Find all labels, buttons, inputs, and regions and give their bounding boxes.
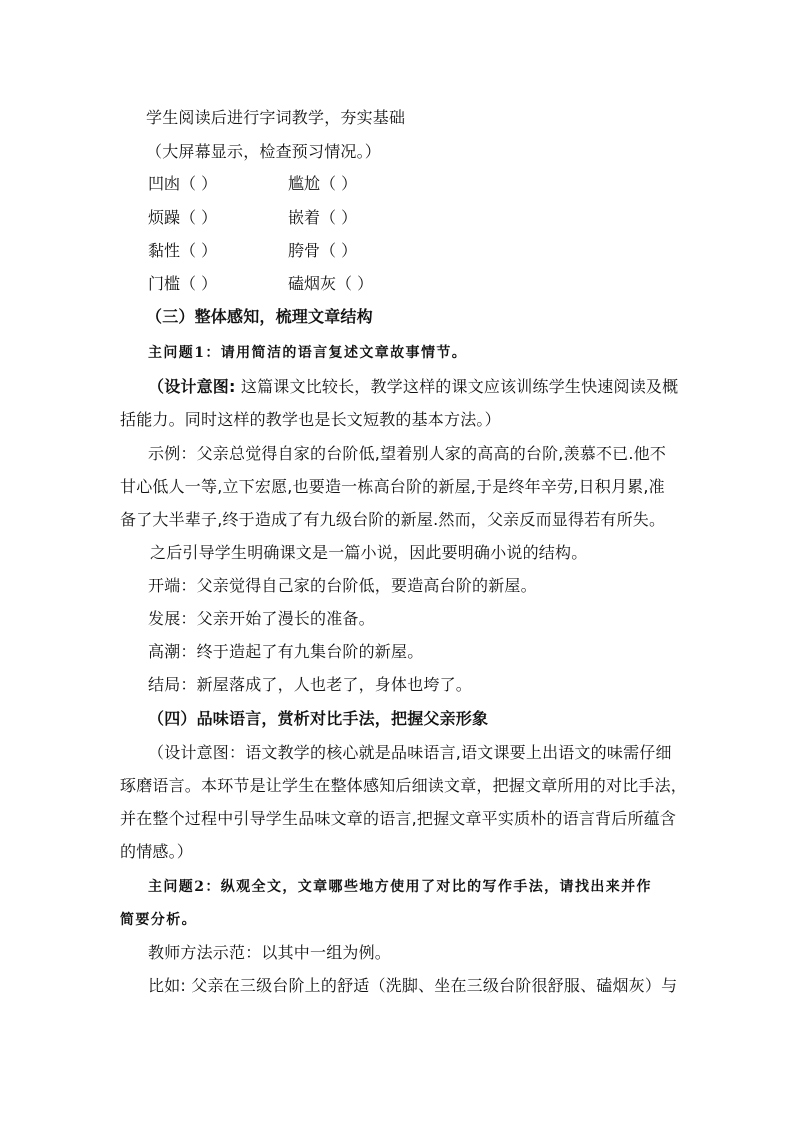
- structure-item: 高潮：终于造起了有九集台阶的新屋。: [148, 642, 424, 661]
- paragraph-display-note: （大屏幕显示，检查预习情况。）: [146, 142, 382, 161]
- example-label: 示例：: [148, 444, 197, 463]
- vocab-item: 嵌着（ ）: [288, 208, 358, 227]
- vocab-item: 凹凼（ ）: [148, 174, 218, 193]
- structure-item: 发展：父亲开始了漫长的准备。: [148, 609, 375, 628]
- design-intent-text: 这篇课文比较长，教学这样的课文应该训练学生快速阅读及概: [235, 377, 679, 396]
- vocab-item: 尴尬（ ）: [288, 174, 358, 193]
- vocab-item: 门槛（ ）: [148, 274, 218, 293]
- vocab-item: 磕烟灰（ ）: [288, 274, 374, 293]
- teacher-demo: 教师方法示范：以其中一组为例。: [148, 943, 392, 962]
- main-question: 主问题1：请用简洁的语言复述文章故事情节。: [148, 345, 468, 361]
- example-line: 甘心低人一等,立下宏愿,也要造一栋高台阶的新屋,于是终年辛劳,日积月累,准: [120, 477, 665, 496]
- main-question: 主问题2：纵观全文，文章哪些地方使用了对比的写作手法，请找出来并作: [148, 879, 652, 895]
- design-intent-line: 并在整个过程中引导学生品味文章的语言,把握文章平实质朴的语言背后所蕴含: [120, 809, 677, 828]
- example-line: 比如: 父亲在三级台阶上的舒适（洗脚、坐在三级台阶很舒服、磕烟灰）与: [148, 976, 678, 995]
- design-intent-line: 琢磨语言。本环节是让学生在整体感知后细读文章，把握文章所用的对比手法，: [120, 776, 688, 795]
- design-intent-label: （设计意图:: [148, 377, 236, 396]
- structure-item: 开端：父亲觉得自己家的台阶低，要造高台阶的新屋。: [148, 576, 537, 595]
- example-line: [148, 444, 666, 464]
- vocab-item: 胯骨（ ）: [288, 241, 358, 260]
- vocab-item: 黏性（ ）: [148, 241, 218, 260]
- example-line: 备了大半辈子,终于造成了有九级台阶的新屋.然而，父亲反而显得若有所失。: [120, 510, 666, 529]
- design-intent-line: 括能力。同时这样的教学也是长文短教的基本方法。）: [120, 410, 501, 429]
- design-intent-line: （设计意图：语文教学的核心就是品味语言,语文课要上出语文的味需仔细: [148, 743, 672, 762]
- paragraph-intro: 学生阅读后进行字词教学，夯实基础: [146, 108, 406, 127]
- structure-item: 结局：新屋落成了，人也老了，身体也垮了。: [148, 675, 473, 694]
- design-intent-line: 的情感。）: [120, 842, 194, 861]
- example-text: 父亲总觉得自家的台阶低,望着别人家的高高的台阶,羡慕不已.他不: [196, 444, 667, 463]
- section-heading: （三）整体感知，梳理文章结构: [146, 307, 373, 326]
- vocab-item: 烦躁（ ）: [148, 208, 218, 227]
- section-heading: （四）品味语言，赏析对比手法，把握父亲形象: [148, 709, 489, 728]
- guide-paragraph: 之后引导学生明确课文是一篇小说，因此要明确小说的结构。: [150, 543, 588, 562]
- main-question: 简要分析。: [120, 912, 197, 928]
- design-intent-line: [148, 377, 678, 397]
